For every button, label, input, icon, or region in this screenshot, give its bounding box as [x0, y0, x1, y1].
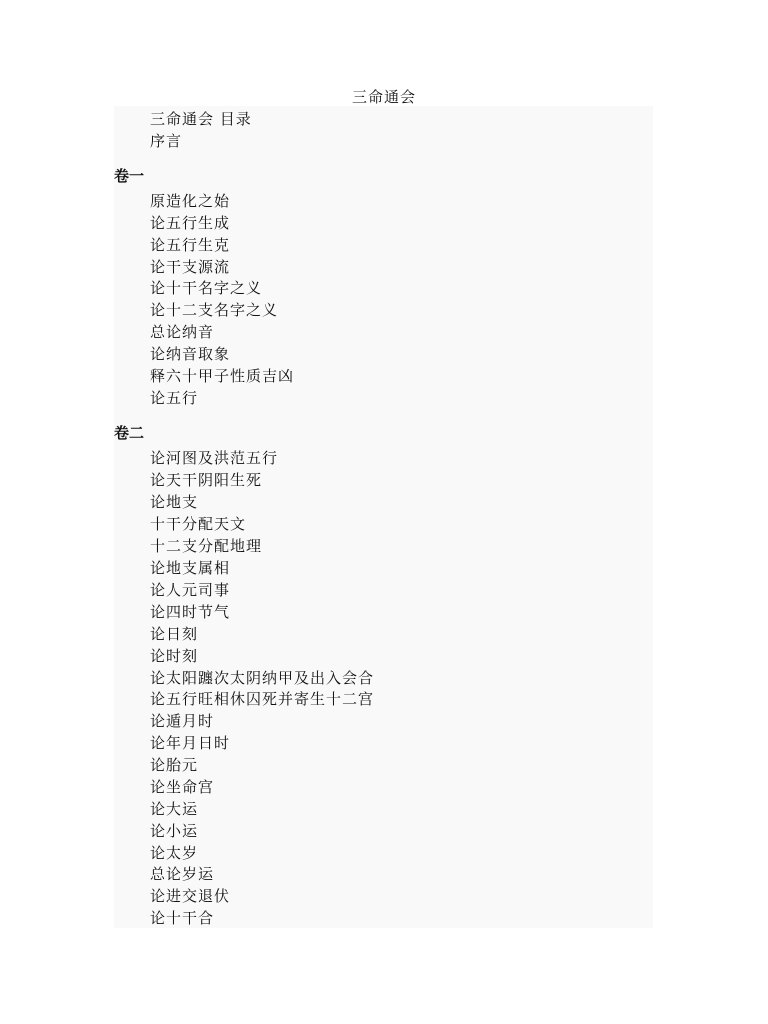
toc-entry[interactable]: 论人元司事: [150, 581, 231, 599]
toc-entry[interactable]: 论遁月时: [150, 712, 215, 730]
toc-entry[interactable]: 论年月日时: [150, 734, 231, 752]
toc-entry[interactable]: 论进交退伏: [150, 887, 231, 905]
toc-entry[interactable]: 论五行生成: [150, 214, 231, 232]
document-title: 三命通会: [351, 88, 416, 106]
toc-entry[interactable]: 论五行: [150, 389, 199, 407]
toc-entry[interactable]: 论太阳躔次太阴纳甲及出入会合: [150, 669, 375, 687]
toc-entry[interactable]: 十二支分配地理: [150, 537, 263, 555]
volume-heading-2[interactable]: 卷二: [114, 424, 145, 442]
toc-entry[interactable]: 论五行旺相休囚死并寄生十二宫: [150, 690, 375, 708]
toc-entry[interactable]: 十干分配天文: [150, 515, 247, 533]
toc-entry[interactable]: 论时刻: [150, 647, 199, 665]
toc-entry[interactable]: 论河图及洪范五行: [150, 449, 279, 467]
toc-entry[interactable]: 论地支属相: [150, 559, 231, 577]
toc-entry[interactable]: 论四时节气: [150, 603, 231, 621]
toc-entry-contents[interactable]: 三命通会 目录: [150, 110, 252, 128]
toc-entry[interactable]: 论天干阴阳生死: [150, 471, 263, 489]
volume-heading-1[interactable]: 卷一: [114, 167, 145, 185]
toc-entry[interactable]: 总论岁运: [150, 865, 215, 883]
toc-entry[interactable]: 释六十甲子性质吉凶: [150, 367, 295, 385]
toc-entry[interactable]: 论十二支名字之义: [150, 301, 279, 319]
toc-entry[interactable]: 论纳音取象: [150, 345, 231, 363]
toc-entry[interactable]: 总论纳音: [150, 323, 215, 341]
toc-entry[interactable]: 论大运: [150, 800, 199, 818]
toc-entry[interactable]: 论地支: [150, 493, 199, 511]
toc-entry[interactable]: 论日刻: [150, 625, 199, 643]
toc-entry[interactable]: 论十干合: [150, 909, 215, 927]
toc-entry[interactable]: 原造化之始: [150, 192, 231, 210]
toc-entry[interactable]: 论十干名字之义: [150, 279, 263, 297]
toc-entry[interactable]: 论坐命宫: [150, 778, 215, 796]
toc-entry[interactable]: 论五行生克: [150, 236, 231, 254]
toc-entry-preface[interactable]: 序言: [150, 132, 183, 150]
toc-entry[interactable]: 论小运: [150, 822, 199, 840]
toc-entry[interactable]: 论干支源流: [150, 258, 231, 276]
toc-entry[interactable]: 论胎元: [150, 756, 199, 774]
toc-entry[interactable]: 论太岁: [150, 844, 199, 862]
